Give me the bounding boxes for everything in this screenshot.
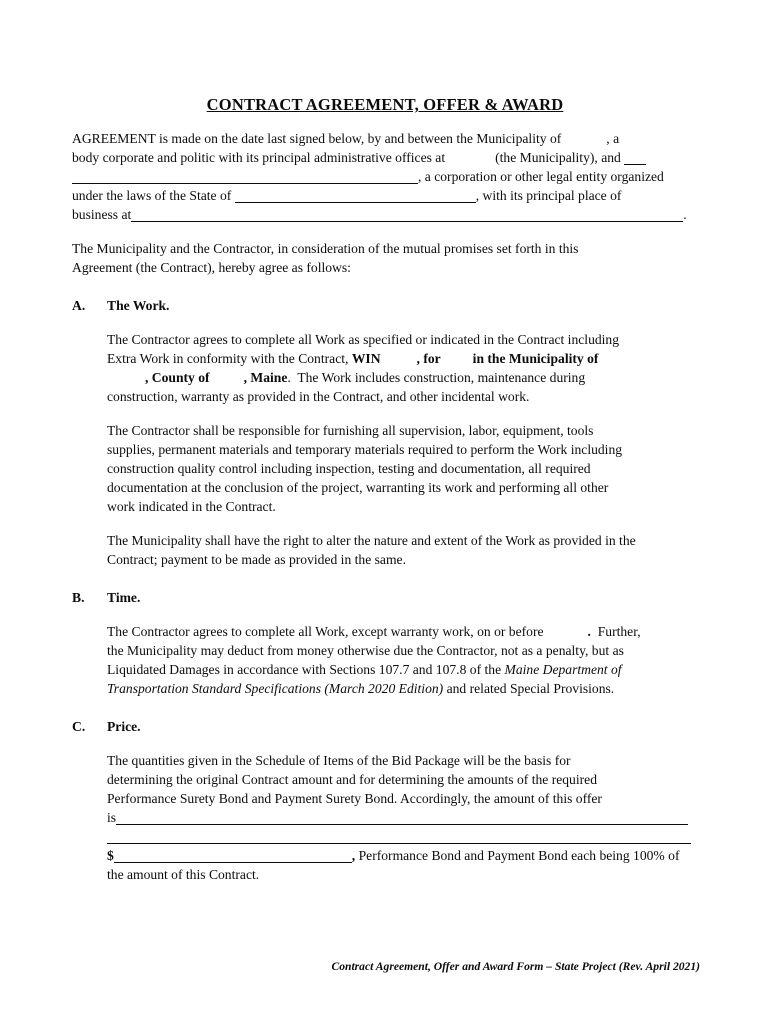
text-line bbox=[107, 846, 698, 865]
text-run: WIN bbox=[351, 351, 381, 366]
text-run: under the laws of the State of bbox=[72, 188, 235, 203]
text-line bbox=[107, 459, 698, 478]
paragraph bbox=[107, 421, 698, 516]
text-run: , with its principal place of bbox=[475, 188, 622, 203]
text-run: construction, warranty as provided in the Contract, and other incidental work. bbox=[107, 389, 530, 404]
text-run: Contract; payment to be made as provided in the same. bbox=[107, 552, 406, 567]
text-line bbox=[72, 148, 698, 167]
text-line bbox=[107, 497, 698, 516]
section-heading bbox=[72, 717, 698, 736]
fill-in-blank-line bbox=[114, 850, 352, 863]
text-line bbox=[107, 330, 698, 349]
text-run: and related Special Provisions. bbox=[443, 681, 615, 696]
text-run: body corporate and politic with its principal administrative offices at bbox=[72, 150, 446, 165]
section-heading bbox=[72, 588, 698, 607]
text-run: Performance Bond and Payment Bond each being 100% of bbox=[355, 848, 680, 863]
text-run: Further, bbox=[590, 624, 641, 639]
text-line bbox=[107, 679, 698, 698]
text-line bbox=[72, 129, 698, 148]
text-line bbox=[107, 387, 698, 406]
text-line bbox=[72, 239, 698, 258]
text-run: work indicated in the Contract. bbox=[107, 499, 276, 514]
text-run: (the Municipality), and bbox=[495, 150, 625, 165]
text-run: The Contractor agrees to complete all Work, except warranty work, on or before bbox=[107, 624, 544, 639]
paragraph bbox=[107, 330, 698, 406]
section-letter: C. bbox=[72, 719, 86, 734]
text-run: the Municipality may deduct from money otherwise due the Contractor, not as a penalty, but as bbox=[107, 643, 624, 658]
text-line bbox=[72, 205, 698, 224]
text-run: determining the original Contract amount and for determining the amounts of the required bbox=[107, 772, 597, 787]
text-run: The Municipality shall have the right to alter the nature and extent of the Work as provided in the bbox=[107, 533, 636, 548]
paragraph bbox=[107, 531, 698, 569]
text-run: Liquidated Damages in accordance with Sections 107.7 and 107.8 of the bbox=[107, 662, 505, 677]
text-run: , for bbox=[416, 351, 441, 366]
text-run: the amount of this Contract. bbox=[107, 867, 260, 882]
text-run: , Maine bbox=[243, 370, 288, 385]
text-line bbox=[107, 865, 698, 884]
text-line bbox=[107, 827, 698, 846]
document-blocks bbox=[72, 129, 698, 884]
fill-in-blank-line bbox=[72, 171, 418, 184]
text-line bbox=[107, 641, 698, 660]
document-title: CONTRACT AGREEMENT, OFFER & AWARD bbox=[206, 95, 564, 114]
text-run: The quantities given in the Schedule of Items of the Bid Package will be the basis for bbox=[107, 753, 571, 768]
paragraph bbox=[72, 129, 698, 224]
paragraph bbox=[107, 751, 698, 884]
section-heading bbox=[72, 296, 698, 315]
text-run: , a corporation or other legal entity organized bbox=[418, 169, 664, 184]
fill-in-blank-line bbox=[131, 209, 683, 222]
text-run: Performance Surety Bond and Payment Surety Bond. Accordingly, the amount of this offer bbox=[107, 791, 602, 806]
text-line bbox=[107, 808, 698, 827]
text-line bbox=[72, 186, 698, 205]
text-run: supplies, permanent materials and temporary materials required to perform the Work including bbox=[107, 442, 623, 457]
text-line bbox=[107, 478, 698, 497]
paragraph bbox=[107, 622, 698, 698]
text-line bbox=[107, 368, 698, 387]
text-run: , a bbox=[606, 131, 620, 146]
section-letter: B. bbox=[72, 590, 85, 605]
text-run: business at bbox=[72, 207, 132, 222]
text-run: AGREEMENT is made on the date last signed below, by and between the Municipality of bbox=[72, 131, 562, 146]
text-line bbox=[107, 531, 698, 550]
text-run: The Municipality and the Contractor, in consideration of the mutual promises set forth in this bbox=[72, 241, 579, 256]
fill-in-blank-line bbox=[107, 831, 691, 844]
section-title: Price. bbox=[107, 719, 141, 734]
section-letter: A. bbox=[72, 298, 86, 313]
fill-in-blank-line bbox=[624, 152, 646, 165]
text-line bbox=[107, 550, 698, 569]
text-run: in the Municipality of bbox=[472, 351, 599, 366]
text-line bbox=[107, 660, 698, 679]
document-footer: Contract Agreement, Offer and Award Form – State Project (Rev. April 2021) bbox=[331, 960, 700, 973]
text-run: . bbox=[587, 624, 591, 639]
text-run: . bbox=[683, 207, 687, 222]
section-title: Time. bbox=[107, 590, 141, 605]
text-run: Agreement (the Contract), hereby agree as follows: bbox=[72, 260, 351, 275]
text-line bbox=[107, 421, 698, 440]
text-run: Maine Department of bbox=[504, 662, 622, 677]
text-run: . The Work includes construction, maintenance during bbox=[287, 370, 586, 385]
section-title: The Work. bbox=[107, 298, 170, 313]
fill-in-blank-line bbox=[116, 812, 688, 825]
text-run: The Contractor shall be responsible for furnishing all supervision, labor, equipment, tools bbox=[107, 423, 594, 438]
fill-in-blank-line bbox=[235, 190, 476, 203]
text-run: is bbox=[107, 810, 117, 825]
text-line bbox=[107, 349, 698, 368]
text-line bbox=[107, 440, 698, 459]
paragraph bbox=[72, 239, 698, 277]
text-run: construction quality control including inspection, testing and documentation, all required bbox=[107, 461, 591, 476]
text-line bbox=[107, 789, 698, 808]
text-run: Extra Work in conformity with the Contract, bbox=[107, 351, 352, 366]
text-line bbox=[72, 258, 698, 277]
text-line bbox=[107, 770, 698, 789]
text-line bbox=[72, 167, 698, 186]
text-run: , County of bbox=[145, 370, 210, 385]
text-run: The Contractor agrees to complete all Work as specified or indicated in the Contract including bbox=[107, 332, 620, 347]
text-run: $ bbox=[107, 848, 114, 863]
text-run: , bbox=[351, 848, 356, 863]
text-line bbox=[107, 622, 698, 641]
text-run: Transportation Standard Specifications (March 2020 Edition) bbox=[107, 681, 444, 696]
text-line bbox=[107, 751, 698, 770]
text-run: documentation at the conclusion of the project, warranting its work and performing all other bbox=[107, 480, 609, 495]
